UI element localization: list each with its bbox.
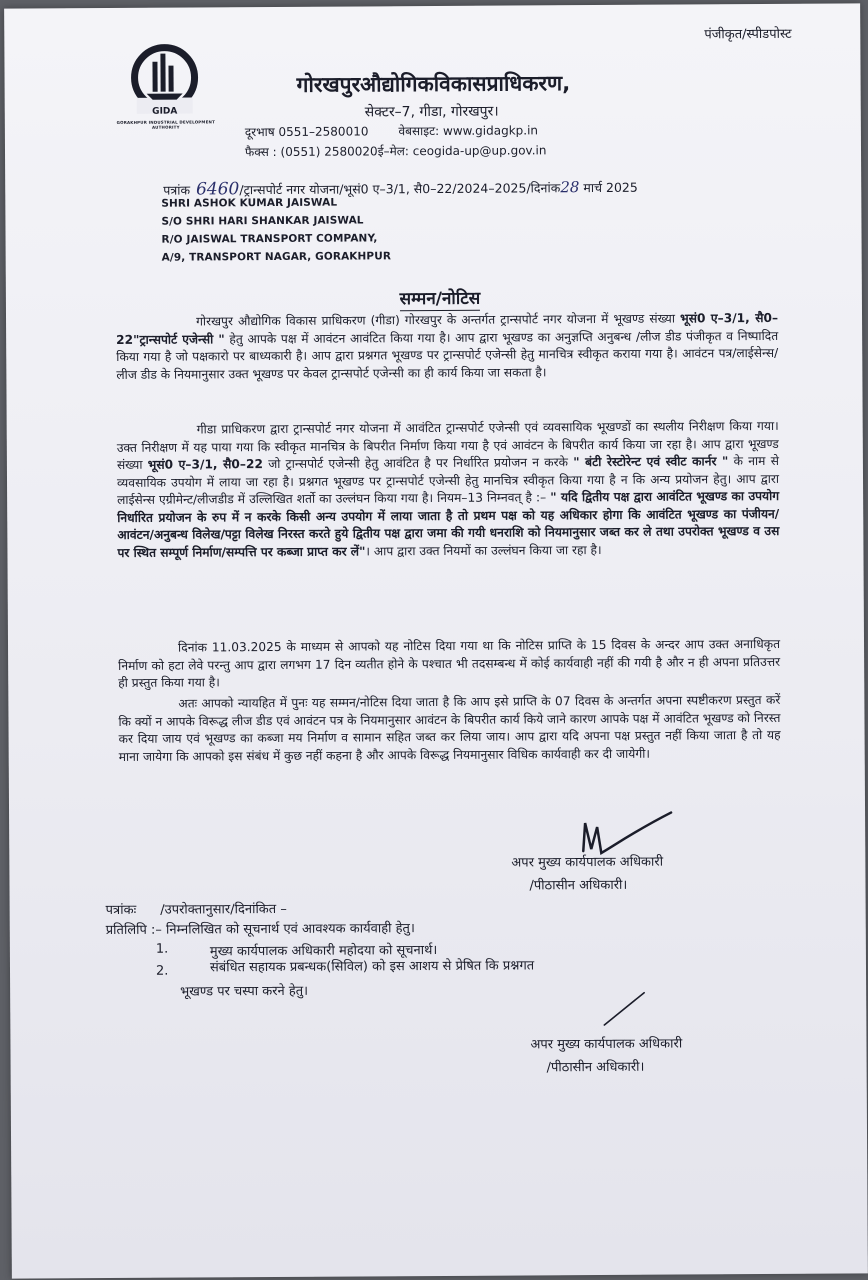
gida-logo	[106, 39, 225, 130]
signatory-role: /पीठासीन अधिकारी।	[546, 1059, 645, 1076]
copy-to-line: प्रतिलिपि :– निम्नलिखित को सूचनार्थ एवं आवश्यक कार्यवाही हेतु।	[105, 921, 415, 939]
paragraph-inspection: गीडा प्राधिकरण द्वारा ट्रान्सपोर्ट नगर योजना में आवंटित ट्रान्सपोर्ट एजेन्सी एवं व्यवसायिक भूखण्डों का स्थलीय निरीक्षण किया गया। उक्त निरीक्षण में यह पाया गया कि स्वीकृत मानचित्र के बिपरीत निर्माण किया गया है एवं आवंटन के बिपरीत कार्य किया जा रहा है। आप द्वारा भूखण्ड संख्या भूसं0 ए–3/1, सै0–22 जो ट्रान्सपोर्ट एजेन्सी हेतु आवंटित है पर निर्धारित प्रयोजन न करके " बंटी रेस्टोरेन्ट एवं स्वीट कार्नर " के नाम से व्यवसायिक उपयोग में लाया जा रहा है। प्रश्नगत भूखण्ड पर ट्रान्सपोर्ट एजेन्सी हेतु मानचित्र स्वीकृत किया गया है न कि अन्य प्रयोजन हेतु। आप द्वारा लाईसेन्स एग्रीमेन्ट/लीजडीड में उल्लिखित शर्तो का उल्लंघन किया गया है। नियम–13 निम्नवत् है :– " यदि द्वितीय पक्ष द्वारा आवंटित भूखण्ड का उपयोग निर्धारित प्रयोजन के रुप में न करके किसी अन्य उपयोग में लाया जाता है तो प्रथम पक्ष को यह अधिकार होगा कि आवंटित भूखण्ड का पंजीयन/आवंटन/अनुबन्ध विलेख/पट्टा विलेख निरस्त करते हुये द्वितीय पक्ष द्वारा जमा की गयी धनराशि को नियमानुसार जब्त कर ले तथा उपरोक्त भूखण्ड व उस पर स्थित सम्पूर्ण निर्माण/सम्पत्ति पर कब्जा प्राप्त कर लें"। आप द्वारा उक्त नियमों का उल्लंघन किया जा रहा है।	[116, 418, 780, 560]
paragraph-summons: अतः आपको न्यायहित में पुनः यह सम्मन/नोटिस दिया जाता है कि आप इसे प्राप्ति के 07 दिवस के अन्तर्गत अपना स्पष्टीकरण प्रस्तुत करें कि क्यों न आपके विरूद्ध लीज डीड एवं आवंटन पत्र के नियमानुसार आवंटन के बिपरीत कार्य किये जाने कारण आपके पक्ष में आवंटित भूखण्ड को निरस्त कर दिया जाय एवं भूखण्ड का कब्जा मय निर्माण व सामान सहित जब्त कर लिया जाय। आप द्वारा यदि अपना पक्ष प्रस्तुत नहीं किया जाता है तो यह माना जायेगा कि आपको इस संबंध में कुछ नहीं कहना है और आपके विरूद्ध नियमानुसार विधिक कार्यवाही कर दी जायेगी।	[118, 692, 781, 764]
logo-text: GIDA	[152, 106, 178, 117]
reference-day: 28	[560, 178, 580, 197]
copy-item-text: संबंधित सहायक प्रबन्धक(सिविल) को इस आशय से प्रेषित कि प्रश्नगत	[209, 958, 535, 976]
reference-prefix: पत्रांक	[163, 182, 191, 198]
copy-item-text-continued: भूखण्ड पर चस्पा करने हेतु।	[180, 983, 309, 1000]
org-address: सेक्टर–7, गीडा, गोरखपुर।	[364, 103, 499, 121]
gida-logo-icon	[106, 39, 224, 120]
notice-title: सम्मन/नोटिस	[399, 288, 481, 310]
signatory-designation: अपर मुख्य कार्यपालक अधिकारी	[511, 854, 664, 871]
signature-block-2	[530, 1033, 682, 1080]
addressee-line: R/O JAISWAL TRANSPORT COMPANY,	[161, 232, 378, 246]
contact-line-1	[245, 121, 538, 140]
addressee-line: A/9, TRANSPORT NAGAR, GORAKHPUR	[161, 250, 392, 264]
reference-number: 6460	[196, 179, 240, 200]
logo-caption: GORAKHPUR INDUSTRIAL DEVELOPMENT AUTHORITY	[116, 119, 216, 130]
signature-block-1	[511, 851, 663, 898]
reference-month-year: मार्च 2025	[583, 179, 638, 196]
addressee-line: S/O SHRI HARI SHANKAR JAISWAL	[161, 214, 364, 228]
reference-text: /ट्रान्सपोर्ट नगर योजना/भूसं0 ए–3/1, सै0–22/2024–2025/दिनांक	[239, 180, 561, 198]
signature-scribble-2	[600, 989, 650, 1029]
addressee-line: SHRI ASHOK KUMAR JAISWAL	[161, 196, 338, 210]
copy-item-text: मुख्य कार्यपालक अधिकारी महोदया को सूचनार्थ।	[209, 942, 438, 960]
registered-mark: पंजीकृत/स्पीडपोस्ट	[704, 26, 792, 43]
notice-document	[4, 3, 868, 1278]
phone-number: दूरभाष 0551–2580010	[244, 124, 369, 140]
paragraph-allotment: गोरखपुर औद्योगिक विकास प्राधिकरण (गीडा) गोरखपुर के अन्तर्गत ट्रान्सपोर्ट नगर योजना में भूखण्ड संख्या भूसं0 ए–3/1, सै0–22"ट्रान्सपोर्ट एजेन्सी " हेतु आपके पक्ष में आवंटन आवंटित किया गया है। आप द्वारा भूखण्ड का अनुज्ञप्ति अनुबन्ध /लीज डीड पंजीकृत व निष्पादित किया गया है जो पक्षकारो पर बाध्यकारी है। आप द्वारा प्रश्नगत भूखण्ड पर ट्रान्सपोर्ट एजेन्सी हेतु मानचित्र स्वीकृत कराया गया है। आवंटन पत्र/लाईसेन्स/लीज डीड के नियमानुसार उक्त भूखण्ड पर केवल ट्रान्सपोर्ट एजेन्सी का ही कार्य किया जा सकता है।	[116, 310, 779, 382]
signatory-designation: अपर मुख्य कार्यपालक अधिकारी	[530, 1036, 683, 1053]
paragraph-previous-notice: दिनांक 11.03.2025 के माध्यम से आपको यह नोटिस दिया गया था कि नोटिस प्राप्ति के 15 दिवस के अन्दर आप उक्त अनाधिकृत निर्माण को हटा लेवे परन्तु आप द्वारा लगभग 17 दिन व्यतीत होने के पश्चात भी तदसम्बन्ध में कोई कार्यवाही नहीं की गयी है और न ही अपना प्रतिउत्तर ही प्रस्तुत किया गया है।	[118, 636, 781, 690]
org-name: गोरखपुरऔद्योगिकविकासप्राधिकरण,	[296, 71, 571, 97]
copy-item-number: 1.	[155, 941, 169, 957]
copy-reference-line: पत्रांकः /उपरोक्तानुसार/दिनांकित –	[105, 901, 287, 919]
copy-item-number: 2.	[155, 963, 169, 979]
fax-email-line: फैक्स : (0551) 2580020ई–मेल: ceogida-up@up.gov.in	[244, 143, 547, 160]
signatory-role: /पीठासीन अधिकारी।	[529, 877, 628, 894]
website: वेबसाइट: www.gidagkp.in	[398, 123, 539, 139]
